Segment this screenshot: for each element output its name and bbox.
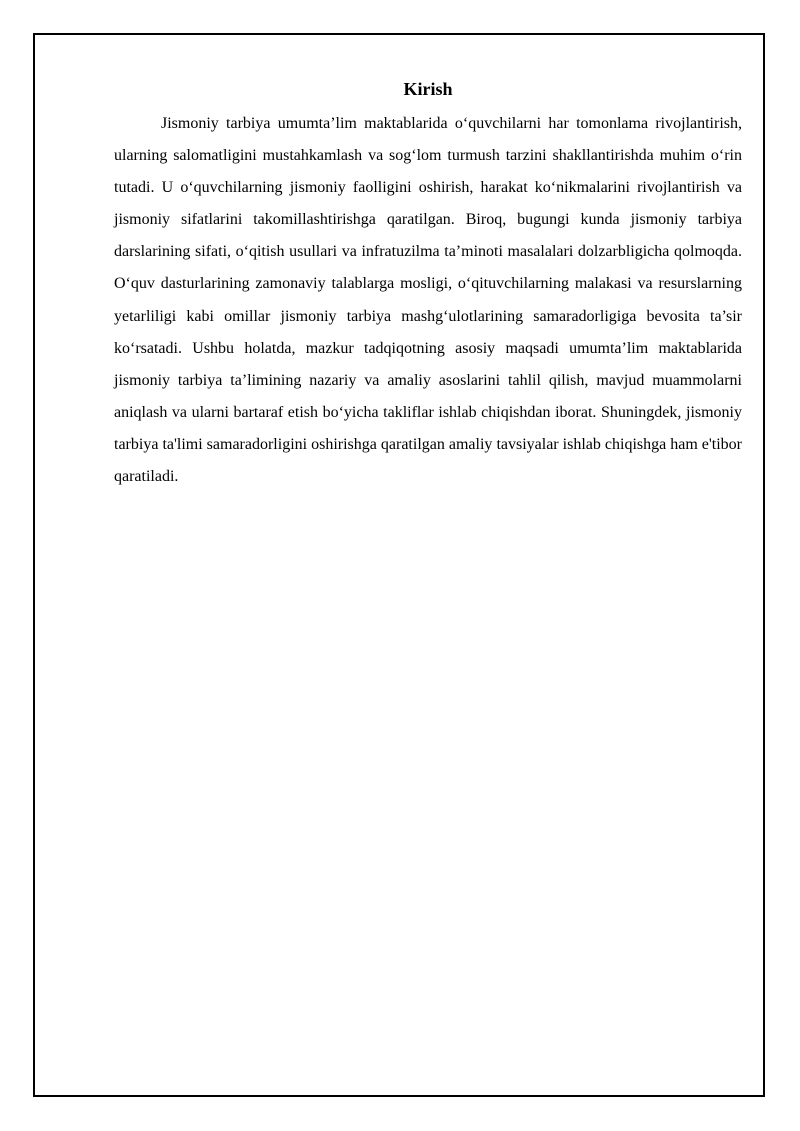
document-body bbox=[114, 76, 742, 493]
document-title: Kirish bbox=[403, 79, 453, 99]
intro-paragraph: Jismoniy tarbiya umumta’lim maktablarida o‘quvchilarni har tomonlama rivojlantirish, ularning salomatligini mustahkamlash va sog‘lom turmush tarzini shakllantirishda muhim o‘rin tutadi. U o‘quvchilarning jismoniy faolligini oshirish, harakat ko‘nikmalarini rivojlantirish va jismoniy sifatlarini takomillashtirishga qaratilgan. Biroq, bugungi kunda jismoniy tarbiya darslarining sifati, o‘qitish usullari va infratuzilma ta’minoti masalalari dolzarbligicha qolmoqda. O‘quv dasturlarining zamonaviy talablarga mosligi, o‘qituvchilarning malakasi va resurslarning yetarliligi kabi omillar jismoniy tarbiya mashg‘ulotlarining samaradorligiga bevosita ta’sir ko‘rsatadi. Ushbu holatda, mazkur tadqiqotning asosiy maqsadi umumta’lim maktablarida jismoniy tarbiya ta’limining nazariy va amaliy asoslarini tahlil qilish, mavjud muammolarni aniqlash va ularni bartaraf etish bo‘yicha takliflar ishlab chiqishdan iborat. Shuningdek, jismoniy tarbiya ta'limi samaradorligini oshirishga qaratilgan amaliy tavsiyalar ishlab chiqishga ham e'tibor qaratiladi. bbox=[114, 115, 742, 486]
